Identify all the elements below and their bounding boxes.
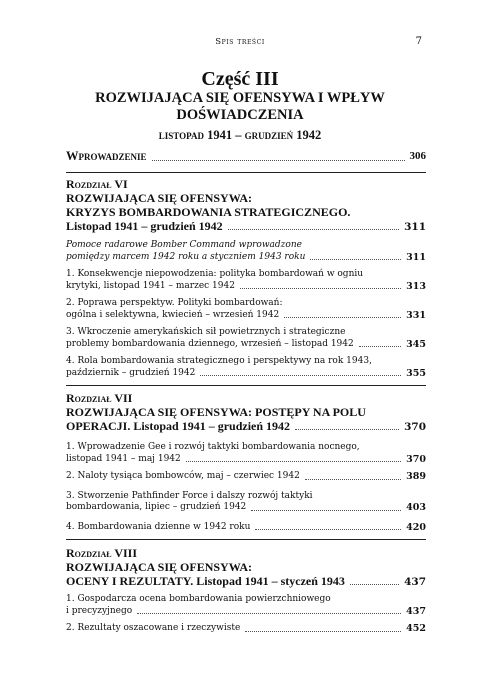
toc-entry[interactable] xyxy=(66,522,426,534)
leader-dots xyxy=(295,428,399,430)
part-heading xyxy=(0,68,480,144)
leader-dots xyxy=(284,316,401,318)
leader-dots xyxy=(251,509,401,511)
entry-page: 345 xyxy=(406,338,426,350)
toc-entry[interactable] xyxy=(66,327,426,350)
chapter-page: 437 xyxy=(404,576,426,588)
toc-intro-row[interactable] xyxy=(66,148,426,164)
leader-dots xyxy=(186,460,401,462)
leader-dots xyxy=(228,228,399,230)
toc-entry[interactable] xyxy=(66,240,426,263)
chapter-label: Rozdział VI xyxy=(66,177,128,191)
part-title-line-2: DOŚWIADCZENIA xyxy=(176,107,304,123)
chapter-row[interactable] xyxy=(66,574,426,588)
toc-entry[interactable] xyxy=(66,298,426,321)
chapter-title-line: KRYZYS BOMBARDOWANIA STRATEGICZNEGO. xyxy=(66,205,351,219)
toc-entry[interactable] xyxy=(66,471,426,483)
chapter-row[interactable] xyxy=(66,419,426,433)
entry-line: krytyki, listopad 1941 – marzec 1942 xyxy=(66,280,235,291)
entry-line: i precyzyjnego xyxy=(66,605,133,616)
part-dates: listopad 1941 – grudzień 1942 xyxy=(158,128,322,142)
leader-dots xyxy=(359,345,401,347)
entry-line: 2. Rezultaty oszacowane i rzeczywiste xyxy=(66,623,241,633)
entry-line: 3. Stworzenie Pathfinder Force i dalszy rozwój taktyki xyxy=(66,490,313,501)
leader-dots xyxy=(350,583,399,585)
section-divider xyxy=(66,385,426,386)
entry-line: ogólna i selektywna, kwiecień – wrzesień 1942 xyxy=(66,309,280,320)
toc-entry[interactable] xyxy=(66,623,426,635)
chapter-label: Rozdział VII xyxy=(66,391,133,405)
entry-page: 437 xyxy=(406,605,426,617)
section-divider xyxy=(66,172,426,173)
entry-line: bombardowania, lipiec – grudzień 1942 xyxy=(66,502,247,512)
entry-line: 2. Naloty tysiąca bombowców, maj – czerwiec 1942 xyxy=(66,471,300,481)
entry-line: 3. Wkroczenie amerykańskich sił powietrznych i strategiczne xyxy=(66,327,346,337)
leader-dots xyxy=(240,287,401,289)
toc-intro-label: Wprowadzenie xyxy=(66,149,147,163)
entry-line: 4. Bombardowania dzienne w 1942 roku xyxy=(66,521,251,532)
entry-line: 1. Konsekwencje niepowodzenia: polityka bombardowań w ogniu xyxy=(66,269,364,279)
toc-entry[interactable] xyxy=(66,356,426,379)
entry-page: 313 xyxy=(406,280,426,292)
toc-intro-page: 306 xyxy=(409,150,426,162)
entry-page: 355 xyxy=(406,367,426,379)
leader-dots xyxy=(310,258,401,260)
leader-dots xyxy=(255,528,401,530)
leader-dots xyxy=(305,478,401,480)
chapter-title-line: OPERACJI. Listopad 1941 – grudzień 1942 xyxy=(66,419,291,433)
entry-page: 370 xyxy=(406,453,426,465)
chapter-title-line: ROZWIJAJĄCA SIĘ OFENSYWA: xyxy=(66,560,253,574)
chapter-block xyxy=(66,177,426,379)
entry-line: 4. Rola bombardowania strategicznego i perspektywy na rok 1943, xyxy=(66,356,372,366)
toc-entry[interactable] xyxy=(66,594,426,617)
entry-page: 331 xyxy=(406,309,426,321)
chapter-page: 311 xyxy=(404,221,426,233)
chapter-title-line: OCENY I REZULTATY. Listopad 1941 – styczeń 1943 xyxy=(66,574,345,588)
entry-page: 452 xyxy=(406,623,426,634)
entry-page: 403 xyxy=(406,502,426,513)
part-number: Część III xyxy=(201,68,279,90)
page-number: 7 xyxy=(415,36,422,47)
chapter-block xyxy=(66,546,426,635)
entry-line: pomiędzy marcem 1942 roku a styczniem 1943 roku xyxy=(66,251,306,262)
chapter-block xyxy=(66,391,426,533)
chapter-page: 370 xyxy=(404,421,426,433)
running-head-title: Spis treści xyxy=(215,37,265,47)
leader-dots xyxy=(152,159,405,161)
entry-page: 420 xyxy=(406,521,426,533)
chapter-title-line: Listopad 1941 – grudzień 1942 xyxy=(66,219,223,233)
toc-entry[interactable] xyxy=(66,269,426,292)
toc-entry[interactable] xyxy=(66,442,426,465)
entry-line: 1. Wprowadzenie Gee i rozwój taktyki bombardowania nocnego, xyxy=(66,442,360,452)
chapter-title-line: ROZWIJAJĄCA SIĘ OFENSYWA: xyxy=(66,191,253,205)
section-divider xyxy=(66,539,426,540)
entry-page: 311 xyxy=(406,251,426,263)
chapter-title-line: ROZWIJAJĄCA SIĘ OFENSYWA: POSTĘPY NA POLU xyxy=(66,405,366,419)
toc-entry[interactable] xyxy=(66,491,426,514)
chapter-label: Rozdział VIII xyxy=(66,546,138,560)
entry-line: 1. Gospodarcza ocena bombardowania powierzchniowego xyxy=(66,594,331,604)
entry-line: 2. Poprawa perspektyw. Polityki bombardowań: xyxy=(66,298,283,308)
entry-page: 389 xyxy=(406,471,426,482)
entry-line: problemy bombardowania dziennego, wrzesień – listopad 1942 xyxy=(66,338,354,349)
leader-dots xyxy=(137,612,401,614)
entry-line: listopad 1941 – maj 1942 xyxy=(66,453,181,464)
leader-dots xyxy=(245,630,401,632)
leader-dots xyxy=(200,374,401,376)
entry-line: październik – grudzień 1942 xyxy=(66,367,196,378)
table-of-contents xyxy=(66,148,426,635)
chapter-row[interactable] xyxy=(66,219,426,233)
part-title-line-1: ROZWIJAJĄCA SIĘ OFENSYWA I WPŁYW xyxy=(95,90,385,106)
entry-line: Pomoce radarowe Bomber Command wprowadzone xyxy=(66,240,302,250)
